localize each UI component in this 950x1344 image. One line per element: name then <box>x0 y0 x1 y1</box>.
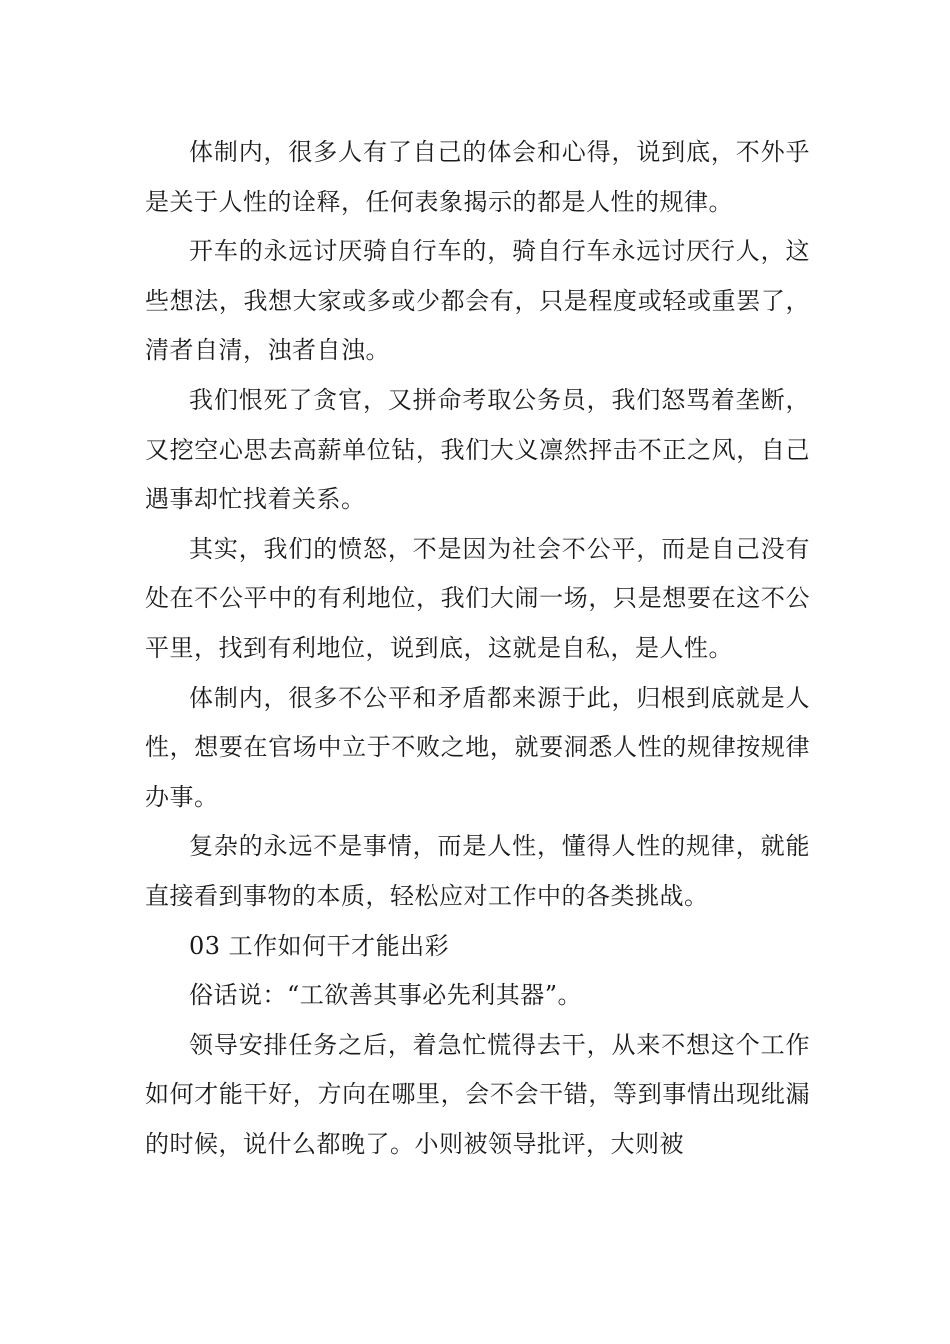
paragraph: 其实，我们的愤怒，不是因为社会不公平，而是自己没有处在不公平中的有利地位，我们大闹一场，只是想要在这不公平里，找到有利地位，说到底，这就是自私，是人性。 <box>145 534 810 662</box>
section-heading: 03 工作如何干才能出彩 <box>189 931 450 960</box>
paragraph: 俗话说：“工欲善其事必先利其器”。 <box>189 981 583 1010</box>
paragraph: 体制内，很多人有了自己的体会和心得，说到底，不外乎是关于人性的诠释，任何表象揭示的都是人性的规律。 <box>145 138 810 216</box>
paragraph: 我们恨死了贪官，又拼命考取公务员，我们怒骂着垄断，又挖空心思去高薪单位钻，我们大义凛然抨击不正之风，自己遇事却忙找着关系。 <box>145 385 810 514</box>
paragraph: 领导安排任务之后，着急忙慌得去干，从来不想这个工作如何才能干好，方向在哪里，会不会干错，等到事情出现纰漏的时候，说什么都晚了。小则被领导批评，大则被 <box>145 1030 810 1158</box>
paragraph: 体制内，很多不公平和矛盾都来源于此，归根到底就是人性，想要在官场中立于不败之地，就要洞悉人性的规律按规律办事。 <box>145 683 810 811</box>
document-body <box>145 128 810 1169</box>
paragraph: 开车的永远讨厌骑自行车的，骑自行车永远讨厌行人，这些想法，我想大家或多或少都会有，只是程度或轻或重罢了，清者自清，浊者自浊。 <box>145 237 810 365</box>
paragraph: 复杂的永远不是事情，而是人性，懂得人性的规律，就能直接看到事物的本质，轻松应对工作中的各类挑战。 <box>145 832 810 910</box>
